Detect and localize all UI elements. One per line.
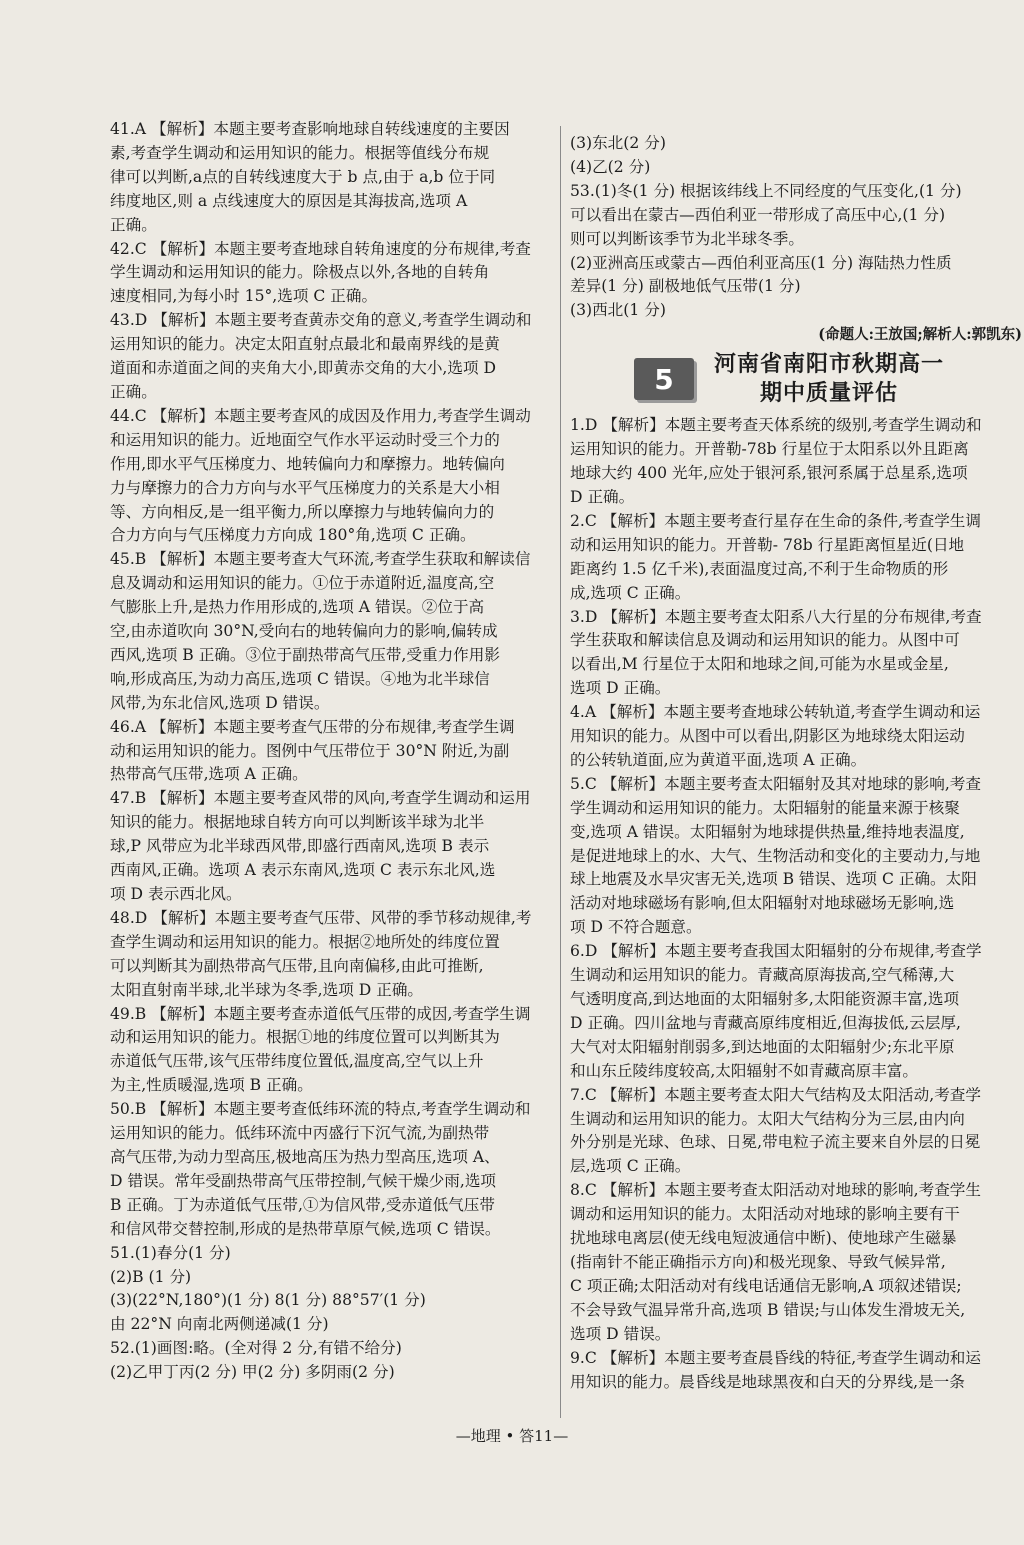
- answer-line: 大气对太阳辐射削弱多,到达地面的太阳辐射少;东北平原: [570, 1037, 955, 1056]
- answer-line: 纬度地区,则 a 点线速度大的原因是其海拔高,选项 A: [110, 191, 468, 210]
- answer-line: 44.C 【解析】本题主要考查风的成因及作用力,考查学生调动: [110, 406, 531, 425]
- answer-line: (3)东北(2 分): [570, 134, 666, 152]
- answer-line: 1.D 【解析】本题主要考查天体系统的级别,考查学生调动和: [570, 416, 982, 435]
- answer-line: 可以判断其为副热带高气压带,且向南偏移,由此可推断,: [110, 956, 484, 975]
- answer-line: 42.C 【解析】本题主要考查地球自转角速度的分布规律,考查: [110, 239, 531, 258]
- answer-line: 素,考查学生调动和运用知识的能力。根据等值线分布规: [110, 143, 490, 162]
- answer-line: 地球大约 400 光年,应处于银河系,银河系属于总星系,选项: [570, 464, 968, 483]
- answer-line: 球上地震及水旱灾害无关,选项 B 错误、选项 C 正确。太阳: [570, 870, 977, 889]
- answer-line: 动和运用知识的能力。根据①地的纬度位置可以判断其为: [110, 1028, 500, 1047]
- answer-line: 道面和赤道面之间的夹角大小,即黄赤交角的大小,选项 D: [110, 359, 497, 378]
- section-banner: [634, 350, 1022, 408]
- answer-item: [110, 118, 550, 238]
- answer-item: [570, 773, 1022, 940]
- answer-item: [570, 940, 1022, 1083]
- answer-line: 赤道低气压带,该气压带纬度位置低,温度高,空气以上升: [110, 1052, 484, 1071]
- answer-line: 45.B 【解析】本题主要考查大气环流,考查学生获取和解读信: [110, 550, 531, 569]
- answer-line: 50.B 【解析】本题主要考查低纬环流的特点,考查学生调动和: [110, 1100, 531, 1119]
- answer-line: 学生获取和解读信息及调动和运用知识的能力。从图中可: [570, 631, 960, 650]
- answer-line: B 正确。丁为赤道低气压带,①为信风带,受赤道低气压带: [110, 1195, 495, 1214]
- answer-line: 扰地球电离层(使无线电短波通信中断)、使地球产生磁暴: [570, 1229, 957, 1248]
- answer-line: 可以看出在蒙古—西伯利亚一带形成了高压中心,(1 分): [570, 205, 946, 224]
- answer-line: 和山东丘陵纬度较高,太阳辐射不如青藏高原丰富。: [570, 1061, 919, 1080]
- answer-line: 以看出,M 行星位于太阳和地球之间,可能为水星或金星,: [570, 655, 949, 674]
- answer-line: 查学生调动和运用知识的能力。根据②地所处的纬度位置: [110, 932, 500, 951]
- answer-line: (指南针不能正确指示方向)和极光现象、导致气候异常,: [570, 1252, 946, 1271]
- answer-line: 为主,性质暖湿,选项 B 正确。: [110, 1076, 313, 1095]
- answer-line: 知识的能力。根据地球自转方向可以判断该半球为北半: [110, 813, 485, 832]
- answer-line: 是促进地球上的水、大气、生物活动和变化的主要动力,与地: [570, 846, 981, 865]
- answer-line: 不会导致气温异常升高,选项 B 错误;与山体发生滑坡无关,: [570, 1300, 966, 1319]
- answer-line: 力与摩擦力的合力方向与水平气压梯度力的关系是大小相: [110, 478, 500, 497]
- answer-line: 层,选项 C 正确。: [570, 1157, 691, 1176]
- answer-line: 距离约 1.5 亿千米),表面温度过高,不利于生命物质的形: [570, 559, 949, 578]
- answer-line: 作用,即水平气压梯度力、地转偏向力和摩擦力。地转偏向: [110, 454, 505, 473]
- answer-line: 气膨胀上升,是热力作用形成的,选项 A 错误。②位于高: [110, 598, 485, 617]
- answer-line: 气透明度高,到达地面的太阳辐射多,太阳能资源丰富,选项: [570, 990, 960, 1008]
- answer-line: 由 22°N 向南北两侧递减(1 分): [110, 1315, 329, 1334]
- answer-line: (3)西北(1 分): [570, 301, 666, 320]
- answer-line: 项 D 表示西北风。: [110, 885, 242, 903]
- answer-line: (4)乙(2 分): [570, 157, 651, 176]
- answer-line: 8.C 【解析】本题主要考查太阳活动对地球的影响,考查学生: [570, 1181, 981, 1200]
- answer-line: 调动和运用知识的能力。太阳活动对地球的影响主要有干: [570, 1205, 960, 1224]
- section-title: [714, 350, 944, 408]
- column-divider: [560, 126, 561, 1418]
- answer-item: [570, 180, 1022, 323]
- answer-line: 则可以判断该季节为北半球冬季。: [570, 229, 804, 248]
- answer-line: 7.C 【解析】本题主要考查太阳大气结构及太阳活动,考查学: [570, 1085, 981, 1104]
- answer-line: 53.(1)冬(1 分) 根据该纬线上不同经度的气压变化,(1 分): [570, 181, 962, 200]
- answer-line: 3.D 【解析】本题主要考查太阳系八大行星的分布规律,考查: [570, 607, 982, 626]
- answer-line: 外分别是光球、色球、日冕,带电粒子流主要来自外层的日冕: [570, 1133, 981, 1152]
- answer-item: [570, 1179, 1022, 1346]
- answer-item: [110, 1242, 550, 1338]
- answer-line: D 错误。常年受副热带高气压带控制,气候干燥少雨,选项: [110, 1171, 497, 1190]
- answer-item: [110, 1337, 550, 1385]
- answer-line: 51.(1)春分(1 分): [110, 1243, 231, 1262]
- answer-line: 49.B 【解析】本题主要考查赤道低气压带的成因,考查学生调: [110, 1004, 531, 1023]
- answer-line: (2)亚洲高压或蒙古—西伯利亚高压(1 分) 海陆热力性质: [570, 253, 952, 272]
- answer-line: 响,形成高压,为动力高压,选项 C 错误。④地为北半球信: [110, 669, 490, 688]
- answer-line: (3)(22°N,180°)(1 分) 8(1 分) 88°57′(1 分): [110, 1291, 426, 1310]
- answer-line: 46.A 【解析】本题主要考查气压带的分布规律,考查学生调: [110, 717, 515, 736]
- answer-line: 正确。: [110, 215, 157, 234]
- answer-line: 和信风带交替控制,形成的是热带草原气候,选项 C 错误。: [110, 1219, 501, 1238]
- answer-line: 速度相同,为每小时 15°,选项 C 正确。: [110, 287, 378, 306]
- answer-item: [110, 787, 550, 907]
- section-title-line1: 河南省南阳市秋期高一: [714, 352, 945, 378]
- right-bottom-answers: [570, 414, 1022, 1394]
- answer-line: 选项 D 错误。: [570, 1324, 671, 1343]
- answer-line: 成,选项 C 正确。: [570, 583, 691, 602]
- left-column: [110, 118, 550, 1385]
- answer-item: [570, 414, 1022, 510]
- answer-line: 的公转轨道面,应为黄道平面,选项 A 正确。: [570, 750, 867, 769]
- answer-item: [110, 405, 550, 548]
- answer-line: 运用知识的能力。低纬环流中丙盛行下沉气流,为副热带: [110, 1124, 490, 1143]
- answer-line: 4.A 【解析】本题主要考查地球公转轨道,考查学生调动和运: [570, 703, 981, 722]
- answer-item: [570, 510, 1022, 606]
- answer-line: 41.A 【解析】本题主要考查影响地球自转线速度的主要因: [110, 120, 510, 138]
- answer-line: 变,选项 A 错误。太阳辐射为地球提供热量,维持地表温度,: [570, 822, 965, 841]
- answer-line: 运用知识的能力。决定太阳直射点最北和最南界线的是黄: [110, 335, 500, 354]
- answer-line: 西南风,正确。选项 A 表示东南风,选项 C 表示东北风,选: [110, 861, 496, 880]
- answer-item: [570, 1084, 1022, 1180]
- answer-line: 9.C 【解析】本题主要考查晨昏线的特征,考查学生调动和运: [570, 1348, 981, 1367]
- answer-line: C 项正确;太阳活动对有线电话通信无影响,A 项叙述错误;: [570, 1276, 962, 1295]
- right-top-answers: [570, 132, 1022, 323]
- section-title-line2: 期中质量评估: [760, 381, 899, 407]
- answer-line: 活动对地球磁场有影响,但太阳辐射对地球磁场无影响,选: [570, 894, 955, 913]
- answer-item: [570, 132, 1022, 180]
- answer-line: 生调动和运用知识的能力。青藏高原海拔高,空气稀薄,大: [570, 966, 955, 985]
- answer-line: 动和运用知识的能力。图例中气压带位于 30°N 附近,为副: [110, 741, 510, 760]
- answer-line: 运用知识的能力。开普勒-78b 行星位于太阳系以外且距离: [570, 440, 969, 459]
- answer-item: [110, 1003, 550, 1099]
- answer-line: 高气压带,为动力型高压,极地高压为热力型高压,选项 A、: [110, 1147, 500, 1166]
- answer-line: 生调动和运用知识的能力。太阳大气结构分为三层,由内向: [570, 1109, 965, 1128]
- answer-item: [570, 701, 1022, 773]
- answer-item: [110, 548, 550, 715]
- answer-line: 西风,选项 B 正确。③位于副热带高气压带,受重力作用影: [110, 645, 500, 664]
- answer-line: 项 D 不符合题意。: [570, 918, 702, 937]
- answer-line: 5.C 【解析】本题主要考查太阳辐射及其对地球的影响,考查: [570, 774, 981, 793]
- answer-line: 动和运用知识的能力。开普勒- 78b 行星距离恒星近(日地: [570, 535, 965, 554]
- answer-line: 选项 D 正确。: [570, 679, 671, 698]
- answer-line: 正确。: [110, 382, 157, 401]
- answer-line: 律可以判断,a点的自转线速度大于 b 点,由于 a,b 位于同: [110, 167, 496, 186]
- section-number-badge: 5: [634, 358, 694, 400]
- answer-line: 球,P 风带应为北半球西风带,即盛行西南风,选项 B 表示: [110, 837, 490, 856]
- answer-item: [110, 907, 550, 1003]
- answer-item: [110, 716, 550, 788]
- answer-item: [570, 1347, 1022, 1395]
- answer-item: [570, 606, 1022, 702]
- answer-line: 6.D 【解析】本题主要考查我国太阳辐射的分布规律,考查学: [570, 942, 982, 961]
- answer-item: [110, 238, 550, 310]
- answer-line: 和运用知识的能力。近地面空气作水平运动时受三个力的: [110, 430, 500, 449]
- answer-line: 息及调动和运用知识的能力。①位于赤道附近,温度高,空: [110, 574, 495, 593]
- answer-item: [110, 309, 550, 405]
- answer-line: 风带,为东北信风,选项 D 错误。: [110, 693, 330, 712]
- answer-line: D 正确。四川盆地与青藏高原纬度相近,但海拔低,云层厚,: [570, 1013, 961, 1032]
- answer-line: 2.C 【解析】本题主要考查行星存在生命的条件,考查学生调: [570, 511, 981, 530]
- answer-line: 用知识的能力。晨昏线是地球黑夜和白天的分界线,是一条: [570, 1372, 965, 1391]
- page-footer: —地理 • 答11—: [455, 1427, 569, 1445]
- right-column: [570, 132, 1022, 1394]
- answer-line: 合力方向与气压梯度力方向成 180°角,选项 C 正确。: [110, 526, 476, 545]
- answer-line: 学生调动和运用知识的能力。除极点以外,各地的自转角: [110, 263, 490, 282]
- answer-line: 48.D 【解析】本题主要考查气压带、风带的季节移动规律,考: [110, 908, 532, 927]
- answer-line: 学生调动和运用知识的能力。太阳辐射的能量来源于核聚: [570, 798, 960, 817]
- answer-line: D 正确。: [570, 487, 635, 506]
- answer-line: 47.B 【解析】本题主要考查风带的风向,考查学生调动和运用: [110, 789, 531, 808]
- answer-line: 太阳直射南半球,北半球为冬季,选项 D 正确。: [110, 980, 424, 999]
- answer-item: [110, 1098, 550, 1241]
- answer-line: 用知识的能力。从图中可以看出,阴影区为地球绕太阳运动: [570, 727, 965, 746]
- answer-line: (2)B (1 分): [110, 1267, 192, 1286]
- answer-line: (2)乙甲丁丙(2 分) 甲(2 分) 多阴雨(2 分): [110, 1363, 395, 1382]
- author-credit: (命题人:王放国;解析人:郭凯东): [818, 326, 1022, 344]
- answer-line: 43.D 【解析】本题主要考查黄赤交角的意义,考查学生调动和: [110, 311, 532, 330]
- answer-line: 52.(1)画图:略。(全对得 2 分,有错不给分): [110, 1339, 402, 1358]
- answer-line: 空,由赤道吹向 30°N,受向右的地转偏向力的影响,偏转成: [110, 622, 498, 641]
- answer-line: 热带高气压带,选项 A 正确。: [110, 765, 308, 784]
- answer-line: 差异(1 分) 副极地低气压带(1 分): [570, 277, 801, 296]
- answer-line: 等、方向相反,是一组平衡力,所以摩擦力与地转偏向力的: [110, 502, 495, 521]
